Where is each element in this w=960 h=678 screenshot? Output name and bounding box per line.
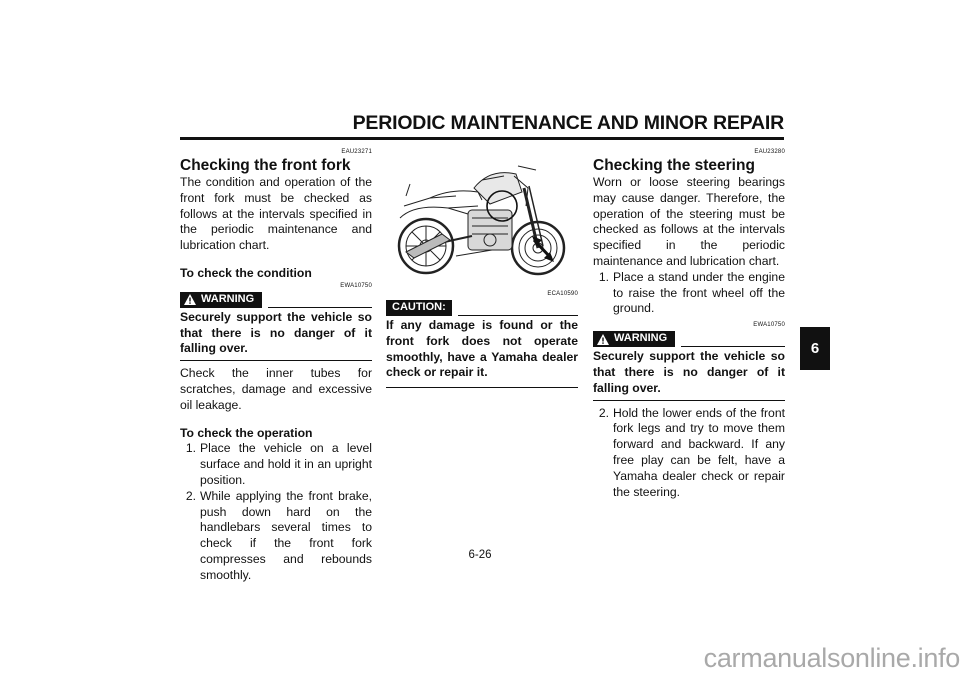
caution-code: ECA10590: [547, 291, 578, 297]
header-rule: [180, 137, 784, 140]
warning-text: Securely support the vehicle so that there is no danger of it falling over.: [593, 349, 785, 400]
caution-bar: [386, 300, 578, 316]
list-item: 1. Place a stand under the engine to raise the front wheel off the ground.: [598, 269, 785, 316]
warning-bar: [180, 292, 372, 308]
caution-label: CAUTION:: [386, 300, 452, 316]
steering-intro: Worn or loose steering bearings may cause danger. Therefore, the operation of the steering must be checked as follows at the intervals specified in the periodic maintenance and lubrication chart.: [593, 175, 785, 268]
warning-triangle-icon: [184, 294, 196, 305]
steering-steps-continued: [593, 406, 785, 501]
motorcycle-illustration: [386, 148, 578, 286]
subheading-check-condition: To check the condition: [180, 265, 312, 280]
operation-steps: [180, 441, 372, 583]
front-fork-intro: The condition and operation of the front fork must be checked as follows at the intervals specified in the periodic maintenance and lubrication chart.: [180, 175, 372, 253]
warning-badge: [593, 331, 675, 347]
warning-rule: [268, 307, 372, 308]
section-heading-steering: Checking the steering: [593, 157, 755, 174]
list-item: 1. Place the vehicle on a level surface and hold it in an upright position.: [185, 441, 372, 487]
warning-badge: [180, 292, 262, 308]
warning-code: EWA10750: [340, 282, 372, 289]
page-header-title: PERIODIC MAINTENANCE AND MINOR REPAIR: [352, 112, 784, 134]
column-figure-caution: [386, 148, 578, 388]
caution-rule: [458, 315, 578, 316]
column-steering: [593, 148, 785, 500]
warning-triangle-icon: [597, 334, 609, 345]
watermark: carmanualsonline.info: [703, 643, 960, 673]
subheading-check-operation: To check the operation: [180, 425, 313, 440]
page-number: 6-26: [468, 549, 492, 561]
caution-text: If any damage is found or the front fork does not operate smoothly, have a Yamaha dealer check or repair it.: [386, 318, 578, 388]
list-item: 2. Hold the lower ends of the front fork legs and try to move them forward and backward. If any free play can be felt, have a Yamaha dealer check or repair the steering.: [598, 405, 785, 499]
column-front-fork: [180, 148, 372, 584]
warning-bar: [593, 331, 785, 347]
section-heading-front-fork: Checking the front fork: [180, 157, 351, 174]
check-condition-text: Check the inner tubes for scratches, damage and excessive oil leakage.: [180, 366, 372, 412]
chapter-tab: 6: [800, 327, 830, 370]
warning-label: WARNING: [201, 292, 255, 305]
warning-label: WARNING: [614, 332, 668, 345]
warning-text: Securely support the vehicle so that there is no danger of it falling over.: [180, 310, 372, 361]
steering-steps: [593, 270, 785, 317]
warning-code: EWA10750: [753, 322, 785, 329]
section-code: EAU23271: [341, 149, 372, 155]
list-item: 2. While applying the front brake, push down hard on the handlebars several times to check if the front fork compresses and rebounds smoothly.: [185, 488, 372, 582]
section-code: EAU23280: [754, 149, 785, 155]
warning-rule: [681, 346, 785, 347]
